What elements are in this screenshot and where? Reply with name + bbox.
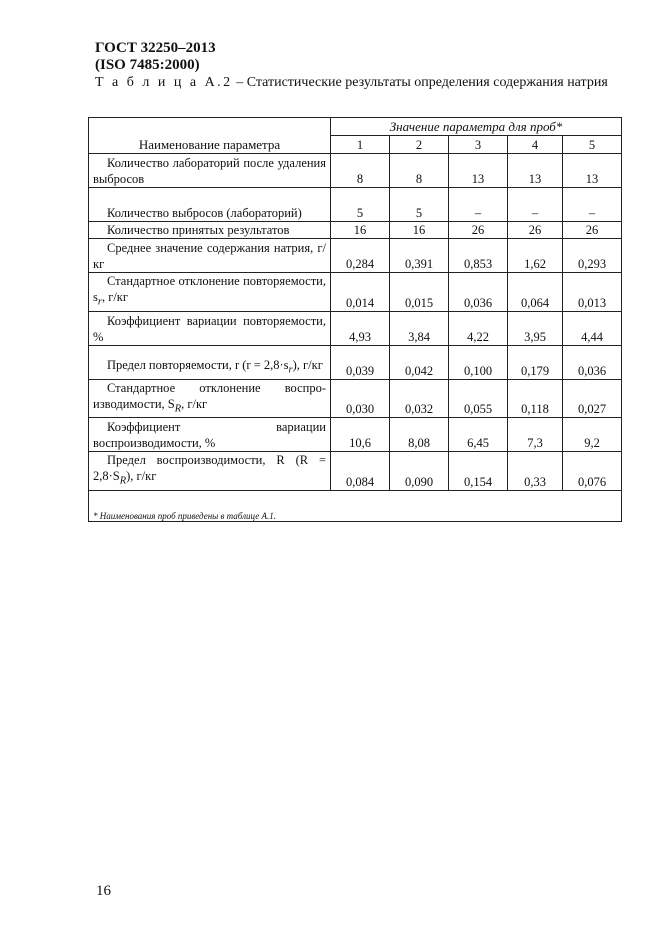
sample-column-header: 3	[449, 136, 508, 154]
table-caption-prefix: Т а б л и ц а А.2	[95, 75, 233, 90]
parameter-subscript: R	[174, 403, 182, 414]
parameter-name-cell	[89, 188, 331, 222]
parameter-name: Коэффициент вариации повторяемости, %	[93, 313, 326, 344]
value-cell: 6,45	[449, 418, 508, 452]
value-cell: 13	[508, 154, 563, 188]
parameter-name: Среднее значение содержания натрия, г/кг	[93, 241, 326, 271]
value-cell: 0,036	[563, 345, 622, 379]
value-cell: 0,013	[563, 273, 622, 312]
value-cell: 4,93	[331, 311, 390, 345]
table-row	[89, 188, 622, 222]
parameter-subscript: r	[288, 364, 293, 376]
value-cell: 0,853	[449, 239, 508, 273]
value-cell: 4,22	[449, 311, 508, 345]
value-cell: 0,055	[449, 379, 508, 418]
value-cell: 16	[331, 222, 390, 239]
table-row	[89, 345, 622, 379]
value-cell: –	[449, 188, 508, 222]
value-cell: 10,6	[331, 418, 390, 452]
parameter-name: Коэффициент вариации воспроизводимости, %	[93, 420, 326, 450]
value-cell: 0,118	[508, 379, 563, 418]
table-row	[89, 239, 622, 273]
value-cell: 0,014	[331, 273, 390, 312]
value-cell: 0,179	[508, 345, 563, 379]
results-table	[88, 117, 622, 522]
parameter-unit: , г/кг	[181, 396, 208, 411]
table-footnote: * Наименования проб приведены в таблице А.1.	[89, 490, 622, 521]
value-cell: 9,2	[563, 418, 622, 452]
table-row	[89, 311, 622, 345]
value-cell: 13	[563, 154, 622, 188]
table-body	[89, 154, 622, 491]
value-cell: 0,284	[331, 239, 390, 273]
value-cell: 1,62	[508, 239, 563, 273]
value-cell: –	[508, 188, 563, 222]
value-cell: 0,391	[390, 239, 449, 273]
parameter-name-cell	[89, 379, 331, 418]
table-caption-text: – Статистические результаты определения содержания натрия	[232, 75, 608, 90]
parameter-name-cell	[89, 222, 331, 239]
value-cell: 0,015	[390, 273, 449, 312]
parameter-name-cell	[89, 418, 331, 452]
value-column-header: Значение параметра для проб*	[331, 118, 622, 136]
parameter-name-cell	[89, 273, 331, 312]
parameter-unit: ), г/кг	[292, 358, 323, 372]
sample-column-header: 5	[563, 136, 622, 154]
value-cell: 0,036	[449, 273, 508, 312]
parameter-name: Количество лабораторий после удаления выбросов	[93, 156, 326, 186]
table-row	[89, 154, 622, 188]
value-cell: 0,100	[449, 345, 508, 379]
value-cell: 26	[563, 222, 622, 239]
table-row	[89, 452, 622, 491]
parameter-name-cell	[89, 345, 331, 379]
value-cell: 5	[390, 188, 449, 222]
value-cell: 8	[331, 154, 390, 188]
param-column-header: Наименование параметра	[89, 118, 331, 154]
value-cell: 8	[390, 154, 449, 188]
value-cell: 0,030	[331, 379, 390, 418]
value-cell: 5	[331, 188, 390, 222]
value-cell: 26	[449, 222, 508, 239]
value-cell: 4,44	[563, 311, 622, 345]
value-cell: 0,090	[390, 452, 449, 491]
page-number: 16	[96, 883, 111, 899]
table-row	[89, 379, 622, 418]
value-cell: –	[563, 188, 622, 222]
parameter-name: Предел повторяемости, r (r = 2,8·s	[107, 358, 289, 372]
parameter-name-cell	[89, 452, 331, 491]
parameter-unit: , г/кг	[101, 290, 128, 304]
value-cell: 0,027	[563, 379, 622, 418]
parameter-name-cell	[89, 311, 331, 345]
value-cell: 16	[390, 222, 449, 239]
value-cell: 7,3	[508, 418, 563, 452]
value-cell: 13	[449, 154, 508, 188]
sample-column-header: 1	[331, 136, 390, 154]
parameter-name-cell	[89, 154, 331, 188]
value-cell: 0,293	[563, 239, 622, 273]
value-cell: 0,33	[508, 452, 563, 491]
value-cell: 0,064	[508, 273, 563, 312]
parameter-name: Предел воспроизводимости, R (R = 2,8·S	[93, 453, 326, 483]
table-row	[89, 222, 622, 239]
value-cell: 26	[508, 222, 563, 239]
value-cell: 3,95	[508, 311, 563, 345]
value-cell: 3,84	[390, 311, 449, 345]
value-cell: 0,039	[331, 345, 390, 379]
value-cell: 0,084	[331, 452, 390, 491]
table-header-row	[89, 118, 622, 136]
parameter-subscript: R	[119, 475, 127, 487]
table-row	[89, 273, 622, 312]
value-cell: 0,076	[563, 452, 622, 491]
value-cell: 0,032	[390, 379, 449, 418]
iso-reference: (ISO 7485:2000)	[95, 57, 200, 73]
value-cell: 0,042	[390, 345, 449, 379]
table-row	[89, 418, 622, 452]
value-cell: 8,08	[390, 418, 449, 452]
sample-column-header: 2	[390, 136, 449, 154]
parameter-name: Стандартное отклонение повторяемости, s	[93, 274, 326, 304]
parameter-name: Количество принятых результатов	[107, 223, 290, 237]
parameter-name: Стандартное отклонение воспроизводимости, S	[93, 380, 326, 411]
parameter-subscript: r	[97, 296, 102, 308]
parameter-name: Количество выбросов (лабораторий)	[107, 206, 302, 220]
footnote-row	[89, 490, 622, 521]
standard-number: ГОСТ 32250–2013	[95, 40, 216, 56]
table-caption	[95, 75, 625, 91]
document-header	[95, 40, 625, 91]
parameter-name-cell	[89, 239, 331, 273]
sample-column-header: 4	[508, 136, 563, 154]
value-cell: 0,154	[449, 452, 508, 491]
parameter-unit: ), г/кг	[126, 469, 157, 483]
